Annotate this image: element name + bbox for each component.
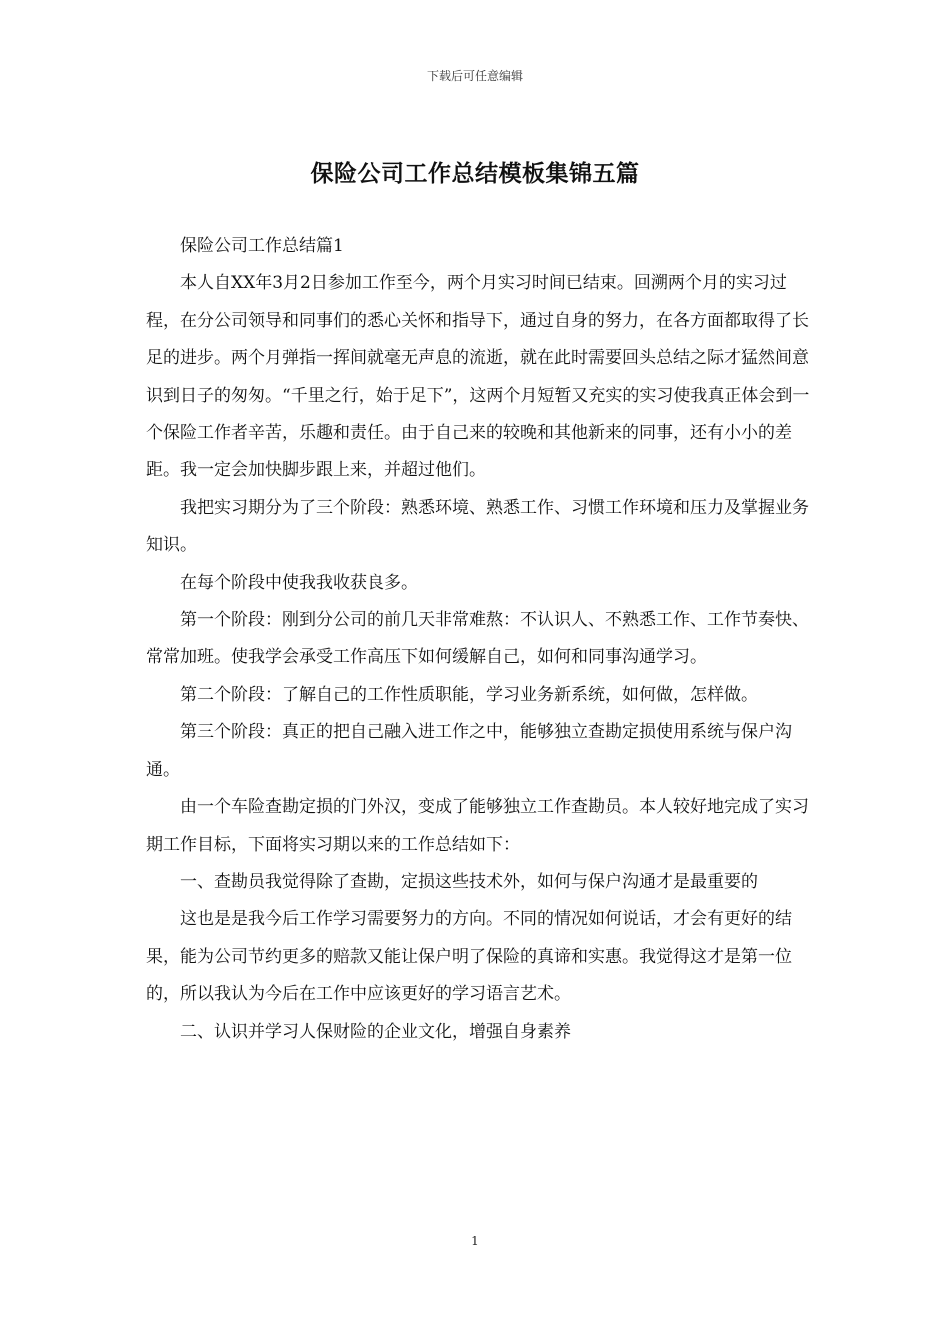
body-paragraph: 由一个车险查勘定损的门外汉，变成了能够独立工作查勘员。本人较好地完成了实习期工作目标，下面将实习期以来的工作总结如下： [146, 797, 809, 855]
body-paragraph: 在每个阶段中使我我收获良多。 [180, 572, 418, 593]
body-paragraph: 第一个阶段：刚到分公司的前几天非常难熬：不认识人、不熟悉工作、工作节奏快、常常加班。使我学会承受工作高压下如何缓解自己，如何和同事沟通学习。 [146, 610, 809, 668]
body-paragraph: 二、认识并学习人保财险的企业文化，增强自身素养 [180, 1021, 571, 1042]
header-note: 下载后可任意编辑 [426, 69, 523, 83]
body-paragraph: 本人自XX年3月2日参加工作至今，两个月实习时间已结束。回溯两个月的实习过程，在分公司领导和同事们的悉心关怀和指导下，通过自身的努力，在各方面都取得了长足的进步。两个月弹指一挥间就毫无声息的流逝，就在此时需要回头总结之际才猛然间意识到日子的匆匆。“千里之行，始于足下”，这两个月短暂又充实的实习使我真正体会到一个保险工作者辛苦，乐趣和责任。由于自己来的较晚和其他新来的同事，还有小小的差距。我一定会加快脚步跟上来，并超过他们。 [146, 273, 810, 481]
page-number: 1 [471, 1234, 479, 1248]
body-paragraph: 一、查勘员我觉得除了查勘，定损这些技术外，如何与保户沟通才是最重要的 [180, 871, 758, 892]
body-paragraph: 第三个阶段：真正的把自己融入进工作之中，能够独立查勘定损使用系统与保户沟通。 [146, 722, 792, 780]
section-heading: 保险公司工作总结篇1 [180, 236, 344, 256]
body-paragraph: 我把实习期分为了三个阶段：熟悉环境、熟悉工作、习惯工作环境和压力及掌握业务知识。 [146, 497, 809, 556]
document-title: 保险公司工作总结模板集锦五篇 [310, 160, 640, 187]
body-paragraph: 这也是是我今后工作学习需要努力的方向。不同的情况如何说话，才会有更好的结果，能为公司节约更多的赔款又能让保户明了保险的真谛和实惠。我觉得这才是第一位的，所以我认为今后在工作中应该更好的学习语言艺术。 [146, 909, 792, 1005]
body-paragraph: 第二个阶段：了解自己的工作性质职能，学习业务新系统，如何做，怎样做。 [180, 684, 758, 705]
document-body [146, 228, 820, 1051]
